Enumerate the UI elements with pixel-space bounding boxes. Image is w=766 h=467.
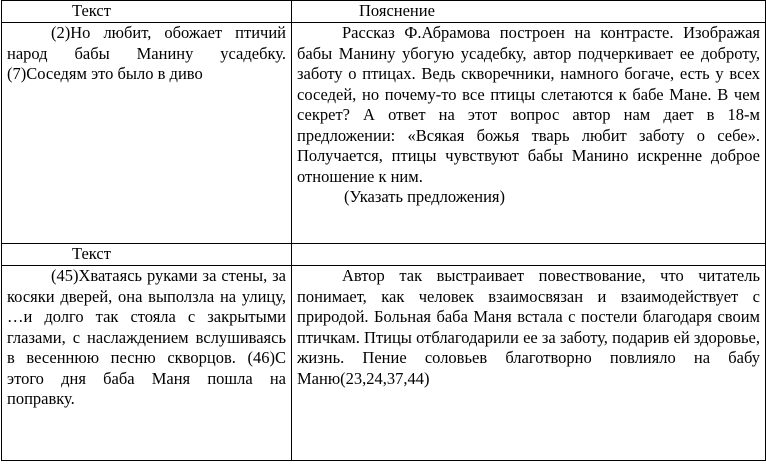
header-cell-empty <box>292 244 766 266</box>
header-cell-text <box>2 244 292 266</box>
text-cell <box>2 23 292 244</box>
text-excerpt: (45)Хватаясь руками за стены, за косяки дверей, она выползла на улицу, …и долго так стояла с закрытыми глазами, с наслаждением вслушиваясь в весеннюю песню скворцов. (46)С этого дня баба Маня пошла на поправку. <box>7 266 286 408</box>
table-header-row <box>2 1 766 23</box>
header-explanation-label: Пояснение <box>359 1 435 20</box>
text-explanation-table <box>1 0 766 461</box>
instruction-note: (Указать предложения) <box>344 187 505 206</box>
explanation-paragraph: Рассказ Ф.Абрамова построен на контрасте. Изображая бабы Манину убогую усадебку, автор подчеркивает ее доброту, заботу о птицах. Ведь скворечники, намного богаче, есть у всех соседей, но почему-то все птицы слетаются к бабе Мане. В чем секрет? А ответ на этот вопрос автор нам дает в 18-м предложении: «Всякая божья тварь любит заботу о себе». Получается, птицы чувствуют бабы Манино искренне доброе отношение к ним. <box>297 23 760 186</box>
text-cell <box>2 266 292 461</box>
text-excerpt: (2)Но любит, обожает птичий народ бабы Манину усадебку. (7)Соседям это было в диво <box>7 23 286 83</box>
table-row <box>2 266 766 461</box>
header-cell-explanation <box>292 1 766 23</box>
header-cell-text <box>2 1 292 23</box>
explanation-cell <box>292 266 766 461</box>
header-text-label: Текст <box>72 1 111 20</box>
table-row <box>2 23 766 244</box>
explanation-cell <box>292 23 766 244</box>
table-header-row <box>2 244 766 266</box>
explanation-paragraph: Автор так выстраивает повествование, что читатель понимает, как человек взаимосвязан и взаимодействует с природой. Больная баба Маня встала с постели благодаря своим птичкам. Птицы отблагодарили ее за заботу, подарив ей здоровье, жизнь. Пение соловьев благотворно повлияло на бабу Маню(23,24,37,44) <box>297 266 760 388</box>
header-text-label: Текст <box>72 244 111 263</box>
